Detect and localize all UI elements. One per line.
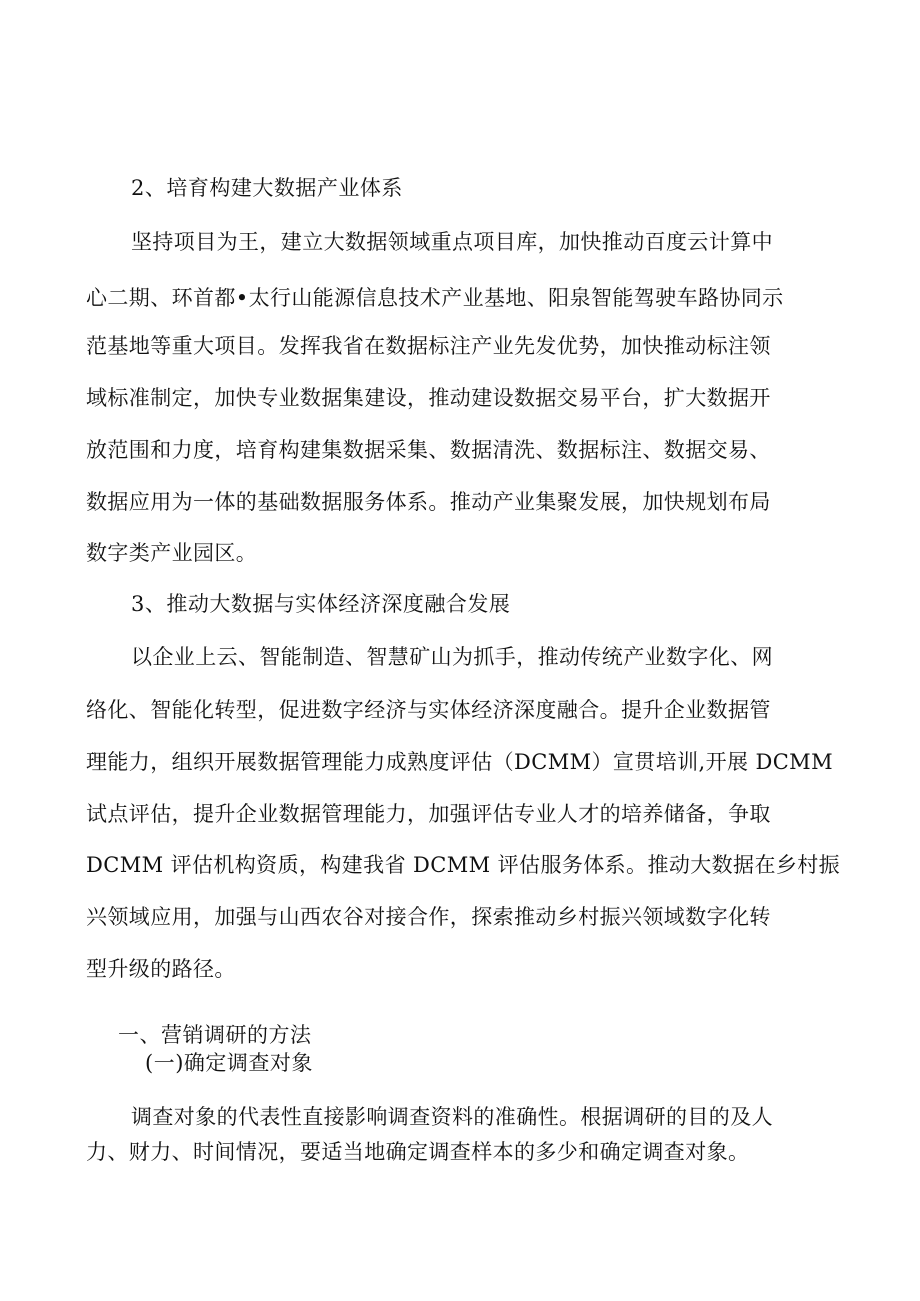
paragraph-line: DCMM 评估机构资质，构建我省 DCMM 评估服务体系。推动大数据在乡村振	[86, 853, 841, 877]
paragraph-line: 以企业上云、智能制造、智慧矿山为抓手，推动传统产业数字化、网	[131, 645, 773, 669]
marketing-heading: 一、营销调研的方法	[118, 1023, 312, 1047]
paragraph-line: 型升级的路径。	[86, 957, 236, 981]
paragraph-line: 兴领域应用，加强与山西农谷对接合作，探索推动乡村振兴领域数字化转	[86, 905, 771, 929]
paragraph-line: 放范围和力度，培育构建集数据采集、数据清洗、数据标注、数据交易、	[86, 438, 771, 462]
paragraph-line: 范基地等重大项目。发挥我省在数据标注产业先发优势，加快推动标注领	[86, 334, 771, 358]
paragraph-line: 数据应用为一体的基础数据服务体系。推动产业集聚发展，加快规划布局	[86, 490, 771, 514]
paragraph-line: 域标准制定，加快专业数据集建设，推动建设数据交易平台，扩大数据开	[86, 386, 771, 410]
paragraph-line: 力、财力、时间情况，要适当地确定调查样本的多少和确定调查对象。	[86, 1140, 750, 1164]
paragraph-line: 数字类产业园区。	[86, 541, 258, 565]
paragraph-line: 理能力，组织开展数据管理能力成熟度评估（DCMM）宣贯培训,开展 DCMM	[86, 750, 833, 774]
marketing-subheading: (一)确定调查对象	[145, 1051, 313, 1075]
section-3-heading: 3、推动大数据与实体经济深度融合发展	[131, 592, 511, 616]
paragraph-line: 试点评估，提升企业数据管理能力，加强评估专业人才的培养储备，争取	[86, 802, 771, 826]
paragraph-line: 坚持项目为王，建立大数据领域重点项目库，加快推动百度云计算中	[131, 230, 773, 254]
paragraph-line: 心二期、环首都•太行山能源信息技术产业基地、阳泉智能驾驶车路协同示	[86, 286, 784, 310]
paragraph-line: 络化、智能化转型，促进数字经济与实体经济深度融合。提升企业数据管	[86, 698, 771, 722]
section-2-heading: 2、培育构建大数据产业体系	[131, 176, 403, 200]
paragraph-line: 调查对象的代表性直接影响调查资料的准确性。根据调研的目的及人	[131, 1105, 773, 1129]
